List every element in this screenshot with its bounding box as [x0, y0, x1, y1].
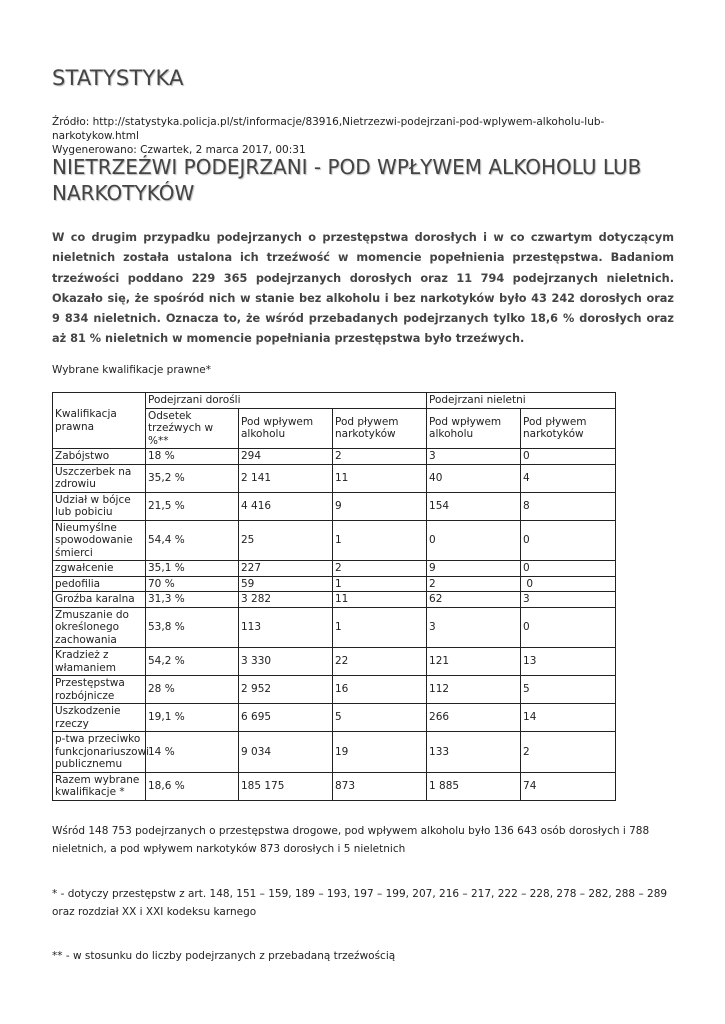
cell-qualification: zgwałcenie — [53, 561, 146, 577]
cell-sober-pct: 53,8 % — [146, 607, 239, 648]
cell-adults-alcohol: 9 034 — [239, 732, 333, 773]
cell-minors-drugs: 14 — [521, 704, 616, 732]
table-row — [53, 607, 616, 648]
cell-minors-alcohol: 266 — [427, 704, 521, 732]
cell-minors-drugs: 0 — [521, 576, 616, 592]
cell-qualification: Kradzież z włamaniem — [53, 648, 146, 676]
cell-sober-pct: 14 % — [146, 732, 239, 773]
cell-qualification: Razem wybrane kwalifikacje * — [53, 772, 146, 800]
cell-sober-pct: 35,2 % — [146, 464, 239, 492]
cell-minors-alcohol: 40 — [427, 464, 521, 492]
cell-qualification: Groźba karalna — [53, 592, 146, 608]
cell-sober-pct: 21,5 % — [146, 492, 239, 520]
cell-minors-alcohol: 121 — [427, 648, 521, 676]
cell-sober-pct: 28 % — [146, 676, 239, 704]
cell-adults-drugs: 9 — [333, 492, 427, 520]
cell-minors-alcohol: 62 — [427, 592, 521, 608]
table-row — [53, 676, 616, 704]
stats-table — [52, 392, 616, 801]
table-caption: Wybrane kwalifikacje prawne* — [52, 364, 212, 376]
cell-qualification: Uszkodzenie rzeczy — [53, 704, 146, 732]
cell-adults-drugs: 1 — [333, 520, 427, 561]
header-sober-pct: Odsetek trzeźwych w %** — [146, 408, 239, 449]
cell-sober-pct: 18,6 % — [146, 772, 239, 800]
cell-qualification: Udział w bójce lub pobiciu — [53, 492, 146, 520]
cell-sober-pct: 54,2 % — [146, 648, 239, 676]
cell-adults-drugs: 873 — [333, 772, 427, 800]
cell-sober-pct: 19,1 % — [146, 704, 239, 732]
cell-adults-alcohol: 294 — [239, 449, 333, 465]
cell-minors-drugs: 0 — [521, 520, 616, 561]
table-row — [53, 592, 616, 608]
cell-adults-drugs: 19 — [333, 732, 427, 773]
cell-minors-alcohol: 1 885 — [427, 772, 521, 800]
cell-adults-drugs: 5 — [333, 704, 427, 732]
site-title: STATYSTYKA — [52, 66, 184, 90]
cell-minors-alcohol: 3 — [427, 607, 521, 648]
meta-info — [52, 115, 674, 157]
cell-adults-alcohol: 2 141 — [239, 464, 333, 492]
cell-qualification: Uszczerbek na zdrowiu — [53, 464, 146, 492]
generated-line: Wygenerowano: Czwartek, 2 marca 2017, 00:31 — [52, 144, 306, 156]
cell-minors-drugs: 2 — [521, 732, 616, 773]
cell-adults-drugs: 16 — [333, 676, 427, 704]
table-row — [53, 704, 616, 732]
cell-qualification: Zmuszanie do określonego zachowania — [53, 607, 146, 648]
cell-adults-drugs: 2 — [333, 561, 427, 577]
table-row — [53, 492, 616, 520]
cell-qualification: Zabójstwo — [53, 449, 146, 465]
cell-minors-alcohol: 133 — [427, 732, 521, 773]
table-row — [53, 732, 616, 773]
cell-minors-drugs: 0 — [521, 449, 616, 465]
cell-minors-drugs: 8 — [521, 492, 616, 520]
table-row — [53, 520, 616, 561]
cell-sober-pct: 70 % — [146, 576, 239, 592]
cell-minors-alcohol: 9 — [427, 561, 521, 577]
cell-minors-alcohol: 3 — [427, 449, 521, 465]
header-minors-group: Podejrzani nieletni — [427, 393, 616, 409]
cell-minors-drugs: 74 — [521, 772, 616, 800]
cell-adults-alcohol: 4 416 — [239, 492, 333, 520]
cell-qualification: p-twa przeciwko funkcjonariuszowi publicznemu — [53, 732, 146, 773]
cell-adults-drugs: 11 — [333, 592, 427, 608]
cell-qualification: pedofilia — [53, 576, 146, 592]
header-adults-drugs: Pod pływem narkotyków — [333, 408, 427, 449]
cell-minors-alcohol: 0 — [427, 520, 521, 561]
table-row — [53, 449, 616, 465]
header-adults-group: Podejrzani dorośli — [146, 393, 427, 409]
header-qualification: Kwalifikacja prawna — [53, 393, 146, 449]
cell-adults-alcohol: 227 — [239, 561, 333, 577]
cell-minors-alcohol: 112 — [427, 676, 521, 704]
footnote-articles: * - dotyczy przestępstw z art. 148, 151 – 159, 189 – 193, 197 – 199, 207, 216 – 217, 222 – 228, 278 – 282, 288 – 289 oraz rozdział XX i XXI kodeksu karnego — [52, 888, 668, 918]
cell-minors-drugs: 0 — [521, 607, 616, 648]
cell-adults-drugs: 1 — [333, 607, 427, 648]
article-title: NIETRZEŹWI PODEJRZANI - POD WPŁYWEM ALKOHOLU LUB NARKOTYKÓW — [52, 155, 642, 205]
source-line: Źródło: http://statystyka.policja.pl/st/informacje/83916,Nietrzezwi-podejrzani-pod-wplywem-alkoholu-lub-narkotykow.html — [52, 116, 605, 142]
table-row — [53, 464, 616, 492]
header-adults-alcohol: Pod wpływem alkoholu — [239, 408, 333, 449]
cell-adults-drugs: 2 — [333, 449, 427, 465]
article-lead: W co drugim przypadku podejrzanych o przestępstwa dorosłych i w co czwartym dotyczącym nieletnich została ustalona ich trzeźwość w momencie popełnienia przestępstwa. Badaniom trzeźwości poddano 229 365 podejrzanych dorosłych oraz 11 794 podejrzanych nieletnich. Okazało się, że spośród nich w stanie bez alkoholu i bez narkotyków było 43 242 dorosłych oraz 9 834 nieletnich. Oznacza to, że wśród przebadanych podejrzanych tylko 18,6 % dorosłych oraz aż 81 % nieletnich w momencie popełniania przestępstwa było trzeźwych. — [52, 231, 674, 346]
cell-adults-alcohol: 3 330 — [239, 648, 333, 676]
header-minors-alcohol: Pod wpływem alkoholu — [427, 408, 521, 449]
cell-sober-pct: 31,3 % — [146, 592, 239, 608]
cell-adults-alcohol: 59 — [239, 576, 333, 592]
cell-adults-alcohol: 25 — [239, 520, 333, 561]
cell-adults-alcohol: 6 695 — [239, 704, 333, 732]
cell-minors-drugs: 13 — [521, 648, 616, 676]
cell-adults-drugs: 22 — [333, 648, 427, 676]
footnote-sobriety: ** - w stosunku do liczby podejrzanych z przebadaną trzeźwością — [52, 950, 396, 962]
table-header-row — [53, 393, 616, 409]
table-row — [53, 648, 616, 676]
cell-adults-alcohol: 113 — [239, 607, 333, 648]
cell-minors-drugs: 3 — [521, 592, 616, 608]
cell-minors-drugs: 4 — [521, 464, 616, 492]
cell-qualification: Nieumyślne spowodowanie śmierci — [53, 520, 146, 561]
header-minors-drugs: Pod pływem narkotyków — [521, 408, 616, 449]
table-row — [53, 561, 616, 577]
cell-sober-pct: 54,4 % — [146, 520, 239, 561]
cell-minors-alcohol: 154 — [427, 492, 521, 520]
cell-sober-pct: 18 % — [146, 449, 239, 465]
cell-minors-drugs: 5 — [521, 676, 616, 704]
cell-minors-alcohol: 2 — [427, 576, 521, 592]
cell-adults-alcohol: 2 952 — [239, 676, 333, 704]
table-row — [53, 576, 616, 592]
traffic-note: Wśród 148 753 podejrzanych o przestępstwa drogowe, pod wpływem alkoholu było 136 643 osób dorosłych i 788 nieletnich, a pod wpływem narkotyków 873 dorosłych i 5 nieletnich — [52, 825, 650, 855]
cell-adults-alcohol: 3 282 — [239, 592, 333, 608]
cell-sober-pct: 35,1 % — [146, 561, 239, 577]
cell-adults-alcohol: 185 175 — [239, 772, 333, 800]
cell-qualification: Przestępstwa rozbójnicze — [53, 676, 146, 704]
table-row — [53, 772, 616, 800]
cell-adults-drugs: 11 — [333, 464, 427, 492]
cell-minors-drugs: 0 — [521, 561, 616, 577]
cell-adults-drugs: 1 — [333, 576, 427, 592]
